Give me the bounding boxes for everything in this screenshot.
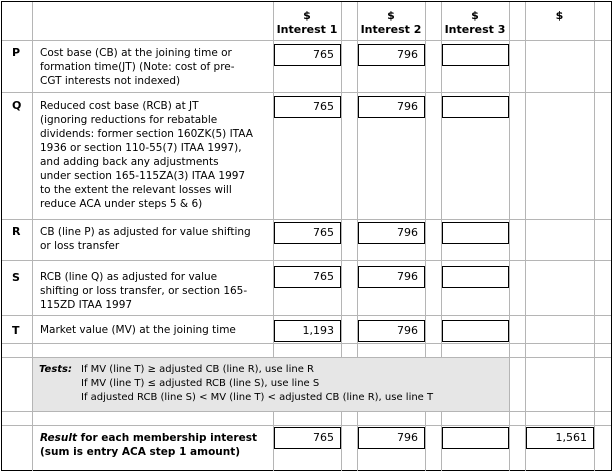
tests-rule-1: If MV (line T) ≥ adjusted CB (line R), use line R bbox=[81, 364, 314, 375]
result-interest-2[interactable]: 796 bbox=[358, 427, 425, 449]
row-description-line: 1936 or section 110-55(7) ITAA 1997), bbox=[40, 142, 242, 154]
grid-line bbox=[2, 411, 611, 412]
row-description-line: Market value (MV) at the joining time bbox=[40, 324, 236, 336]
row-description-line: 115ZD ITAA 1997 bbox=[40, 299, 133, 311]
row-description-line: or loss transfer bbox=[40, 240, 120, 252]
row-description-line: dividends: former section 160ZK(5) ITAA bbox=[40, 128, 253, 140]
row-code: Q bbox=[12, 99, 22, 112]
input-t-interest-2[interactable]: 796 bbox=[358, 320, 425, 342]
grid-line bbox=[2, 260, 611, 261]
row-description-line: under section 165-115ZA(3) ITAA 1997 bbox=[40, 170, 246, 182]
row-code: P bbox=[12, 46, 21, 59]
result-label-emphasis: Result bbox=[40, 432, 78, 444]
input-r-interest-1[interactable]: 765 bbox=[274, 222, 341, 244]
row-description-line: CB (line P) as adjusted for value shifting bbox=[40, 226, 251, 238]
row-code: T bbox=[12, 324, 20, 337]
row-description-line: (ignoring reductions for rebatable bbox=[40, 114, 218, 126]
grid-line bbox=[2, 40, 611, 41]
input-q-interest-3[interactable] bbox=[442, 96, 509, 118]
grid-line bbox=[2, 92, 611, 93]
grid-line bbox=[2, 315, 611, 316]
grid-line bbox=[525, 2, 526, 471]
header-currency-total: $ bbox=[555, 9, 564, 22]
input-p-interest-3[interactable] bbox=[442, 44, 509, 66]
input-r-interest-3[interactable] bbox=[442, 222, 509, 244]
row-description-line: RCB (line Q) as adjusted for value bbox=[40, 271, 218, 283]
row-description-line: Reduced cost base (RCB) at JT bbox=[40, 100, 199, 112]
header-currency-1: $ bbox=[303, 9, 311, 22]
row-description-line: to the extent the relevant losses will bbox=[40, 184, 232, 196]
grid-line bbox=[2, 425, 611, 426]
row-code: S bbox=[12, 271, 20, 284]
tests-panel bbox=[33, 358, 509, 411]
header-interest-3: Interest 3 bbox=[444, 23, 506, 36]
result-interest-3[interactable] bbox=[442, 427, 509, 449]
input-r-interest-2[interactable]: 796 bbox=[358, 222, 425, 244]
row-description-line: formation time(JT) (Note: cost of pre- bbox=[40, 61, 235, 73]
input-t-interest-3[interactable] bbox=[442, 320, 509, 342]
input-s-interest-1[interactable]: 765 bbox=[274, 266, 341, 288]
header-interest-1: Interest 1 bbox=[276, 23, 338, 36]
row-description-line: shifting or loss transfer, or section 165- bbox=[40, 285, 248, 297]
input-s-interest-2[interactable]: 796 bbox=[358, 266, 425, 288]
grid-line bbox=[2, 343, 611, 344]
result-label-rest: for each membership interest bbox=[77, 432, 257, 444]
header-interest-2: Interest 2 bbox=[360, 23, 422, 36]
grid-line bbox=[594, 2, 595, 471]
row-description-line: and adding back any adjustments bbox=[40, 156, 219, 168]
input-s-interest-3[interactable] bbox=[442, 266, 509, 288]
result-label bbox=[40, 431, 257, 445]
grid-line bbox=[2, 219, 611, 220]
row-code: R bbox=[12, 225, 21, 238]
header-currency-3: $ bbox=[471, 9, 479, 22]
input-t-interest-1[interactable]: 1,193 bbox=[274, 320, 341, 342]
header-currency-2: $ bbox=[387, 9, 395, 22]
input-q-interest-2[interactable]: 796 bbox=[358, 96, 425, 118]
tests-rule-3: If adjusted RCB (line S) < MV (line T) < adjusted CB (line R), use line T bbox=[81, 392, 434, 403]
tests-label: Tests: bbox=[39, 364, 72, 375]
input-p-interest-2[interactable]: 796 bbox=[358, 44, 425, 66]
result-interest-1[interactable]: 765 bbox=[274, 427, 341, 449]
input-p-interest-1[interactable]: 765 bbox=[274, 44, 341, 66]
row-description-line: reduce ACA under steps 5 & 6) bbox=[40, 198, 203, 210]
tests-rule-2: If MV (line T) ≤ adjusted RCB (line S), use line S bbox=[81, 378, 320, 389]
result-total[interactable]: 1,561 bbox=[526, 427, 594, 449]
row-description-line: Cost base (CB) at the joining time or bbox=[40, 47, 232, 59]
grid-line bbox=[509, 2, 510, 471]
result-label-line-2: (sum is entry ACA step 1 amount) bbox=[40, 446, 241, 458]
input-q-interest-1[interactable]: 765 bbox=[274, 96, 341, 118]
row-description-line: CGT interests not indexed) bbox=[40, 75, 181, 87]
